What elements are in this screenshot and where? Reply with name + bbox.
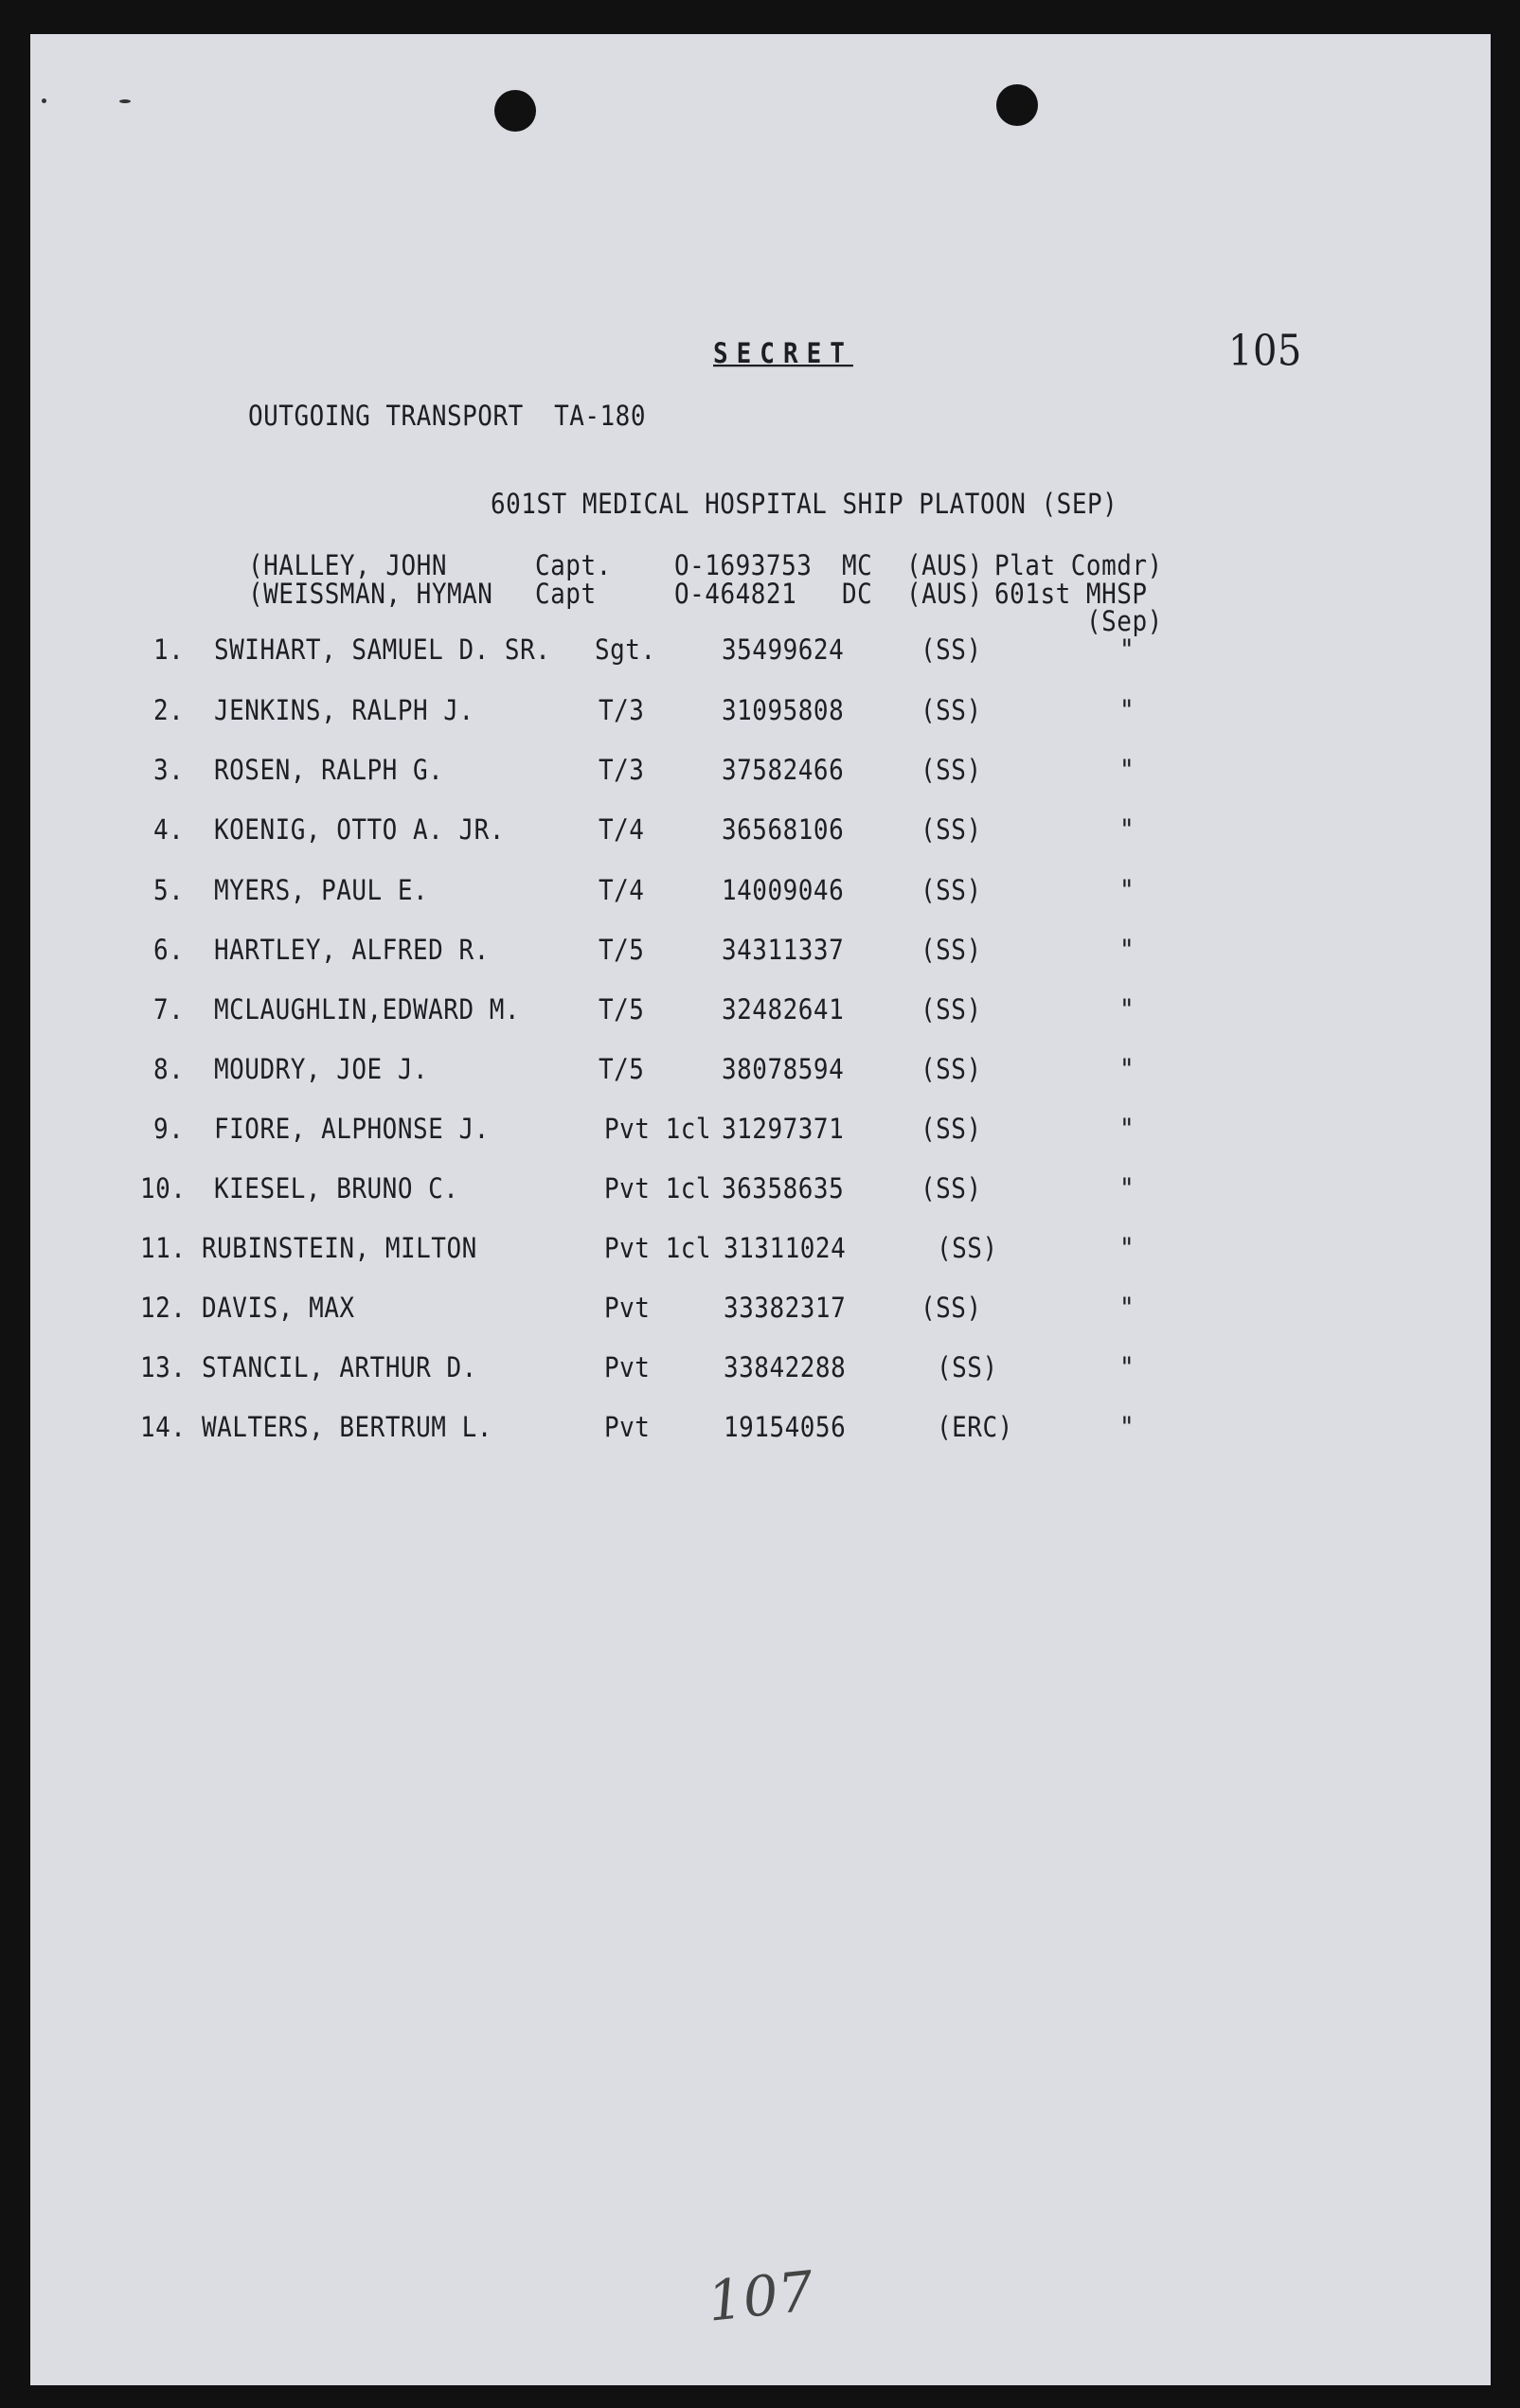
roster-status: (SS)	[937, 1352, 998, 1384]
roster-rank: T/5	[599, 994, 645, 1026]
roster-status: (SS)	[921, 935, 982, 967]
speck	[119, 99, 131, 103]
roster-number: 5.	[153, 875, 185, 907]
document-page	[30, 34, 1491, 2385]
roster-number: 8.	[153, 1054, 185, 1086]
roster-name: FIORE, ALPHONSE J.	[214, 1114, 490, 1146]
roster-ditto: "	[1119, 1114, 1136, 1146]
roster-ditto: "	[1119, 1233, 1136, 1265]
roster-status: (SS)	[921, 1173, 982, 1205]
transport-label: OUTGOING TRANSPORT TA-180	[248, 401, 646, 433]
roster-name: HARTLEY, ALFRED R.	[214, 935, 490, 967]
roster-ditto: "	[1119, 1412, 1136, 1444]
roster-rank: T/5	[599, 1054, 645, 1086]
roster-status: (SS)	[921, 814, 982, 847]
roster-rank: Pvt 1cl	[604, 1233, 712, 1265]
handwritten-number: 107	[705, 2258, 817, 2334]
roster-number: 6.	[153, 935, 185, 967]
officer-branch: DC	[842, 579, 873, 611]
officer-rank: Capt.	[535, 550, 612, 582]
roster-rank: Pvt 1cl	[604, 1173, 712, 1205]
roster-name: WALTERS, BERTRUM L.	[202, 1412, 492, 1444]
roster-ditto: "	[1119, 634, 1136, 667]
roster-rank: Sgt.	[595, 634, 656, 667]
officer-component: (AUS)	[906, 579, 983, 611]
roster-serial: 32482641	[722, 994, 845, 1026]
speck	[42, 98, 46, 103]
roster-name: SWIHART, SAMUEL D. SR.	[214, 634, 551, 667]
roster-number: 11.	[140, 1233, 187, 1265]
roster-status: (SS)	[937, 1233, 998, 1265]
roster-status: (SS)	[921, 755, 982, 787]
officer-rank: Capt	[535, 579, 597, 611]
roster-rank: T/5	[599, 935, 645, 967]
roster-rank: T/4	[599, 875, 645, 907]
roster-name: JENKINS, RALPH J.	[214, 695, 474, 727]
roster-name: KOENIG, OTTO A. JR.	[214, 814, 505, 847]
roster-name: MYERS, PAUL E.	[214, 875, 429, 907]
roster-number: 4.	[153, 814, 185, 847]
roster-name: RUBINSTEIN, MILTON	[202, 1233, 477, 1265]
officer-note-extra: (Sep)	[1086, 606, 1163, 638]
roster-name: ROSEN, RALPH G.	[214, 755, 444, 787]
roster-number: 1.	[153, 634, 185, 667]
roster-ditto: "	[1119, 994, 1136, 1026]
roster-ditto: "	[1119, 755, 1136, 787]
officer-note: 601st MHSP	[994, 579, 1148, 611]
roster-ditto: "	[1119, 875, 1136, 907]
roster-serial: 33382317	[724, 1293, 847, 1325]
roster-serial: 31297371	[722, 1114, 845, 1146]
roster-name: KIESEL, BRUNO C.	[214, 1173, 459, 1205]
roster-number: 10.	[140, 1173, 187, 1205]
roster-status: (SS)	[921, 1054, 982, 1086]
roster-ditto: "	[1119, 1054, 1136, 1086]
officer-name: (HALLEY, JOHN	[248, 550, 447, 582]
roster-serial: 34311337	[722, 935, 845, 967]
roster-name: DAVIS, MAX	[202, 1293, 355, 1325]
roster-status: (SS)	[921, 1114, 982, 1146]
roster-rank: Pvt	[604, 1412, 651, 1444]
roster-number: 7.	[153, 994, 185, 1026]
roster-ditto: "	[1119, 1293, 1136, 1325]
punch-hole-right	[996, 84, 1038, 126]
unit-title: 601ST MEDICAL HOSPITAL SHIP PLATOON (SEP)	[491, 489, 1118, 521]
roster-ditto: "	[1119, 1352, 1136, 1384]
roster-number: 14.	[140, 1412, 187, 1444]
roster-number: 9.	[153, 1114, 185, 1146]
officer-branch: MC	[842, 550, 873, 582]
punch-hole-left	[494, 90, 536, 132]
roster-rank: T/4	[599, 814, 645, 847]
roster-serial: 19154056	[724, 1412, 847, 1444]
roster-serial: 31095808	[722, 695, 845, 727]
roster-status: (SS)	[921, 634, 982, 667]
officer-note: Plat Comdr)	[994, 550, 1163, 582]
roster-serial: 36358635	[722, 1173, 845, 1205]
roster-ditto: "	[1119, 935, 1136, 967]
roster-number: 12.	[140, 1293, 187, 1325]
roster-ditto: "	[1119, 695, 1136, 727]
roster-rank: Pvt	[604, 1352, 651, 1384]
roster-ditto: "	[1119, 814, 1136, 847]
roster-name: MOUDRY, JOE J.	[214, 1054, 429, 1086]
classification-heading: SECRET	[713, 338, 853, 370]
page-number: 105	[1228, 327, 1302, 376]
roster-status: (SS)	[921, 875, 982, 907]
roster-serial: 37582466	[722, 755, 845, 787]
officer-component: (AUS)	[906, 550, 983, 582]
roster-number: 13.	[140, 1352, 187, 1384]
roster-status: (SS)	[921, 1293, 982, 1325]
roster-name: MCLAUGHLIN,EDWARD M.	[214, 994, 521, 1026]
roster-rank: T/3	[599, 695, 645, 727]
roster-number: 2.	[153, 695, 185, 727]
roster-status: (ERC)	[937, 1412, 1013, 1444]
roster-serial: 36568106	[722, 814, 845, 847]
roster-rank: Pvt 1cl	[604, 1114, 712, 1146]
officer-serial: O-464821	[674, 579, 797, 611]
roster-serial: 31311024	[724, 1233, 847, 1265]
roster-status: (SS)	[921, 695, 982, 727]
roster-rank: Pvt	[604, 1293, 651, 1325]
roster-serial: 35499624	[722, 634, 845, 667]
roster-serial: 38078594	[722, 1054, 845, 1086]
roster-number: 3.	[153, 755, 185, 787]
roster-name: STANCIL, ARTHUR D.	[202, 1352, 477, 1384]
roster-serial: 14009046	[722, 875, 845, 907]
officer-serial: O-1693753	[674, 550, 813, 582]
roster-status: (SS)	[921, 994, 982, 1026]
officer-name: (WEISSMAN, HYMAN	[248, 579, 493, 611]
roster-ditto: "	[1119, 1173, 1136, 1205]
roster-rank: T/3	[599, 755, 645, 787]
roster-serial: 33842288	[724, 1352, 847, 1384]
